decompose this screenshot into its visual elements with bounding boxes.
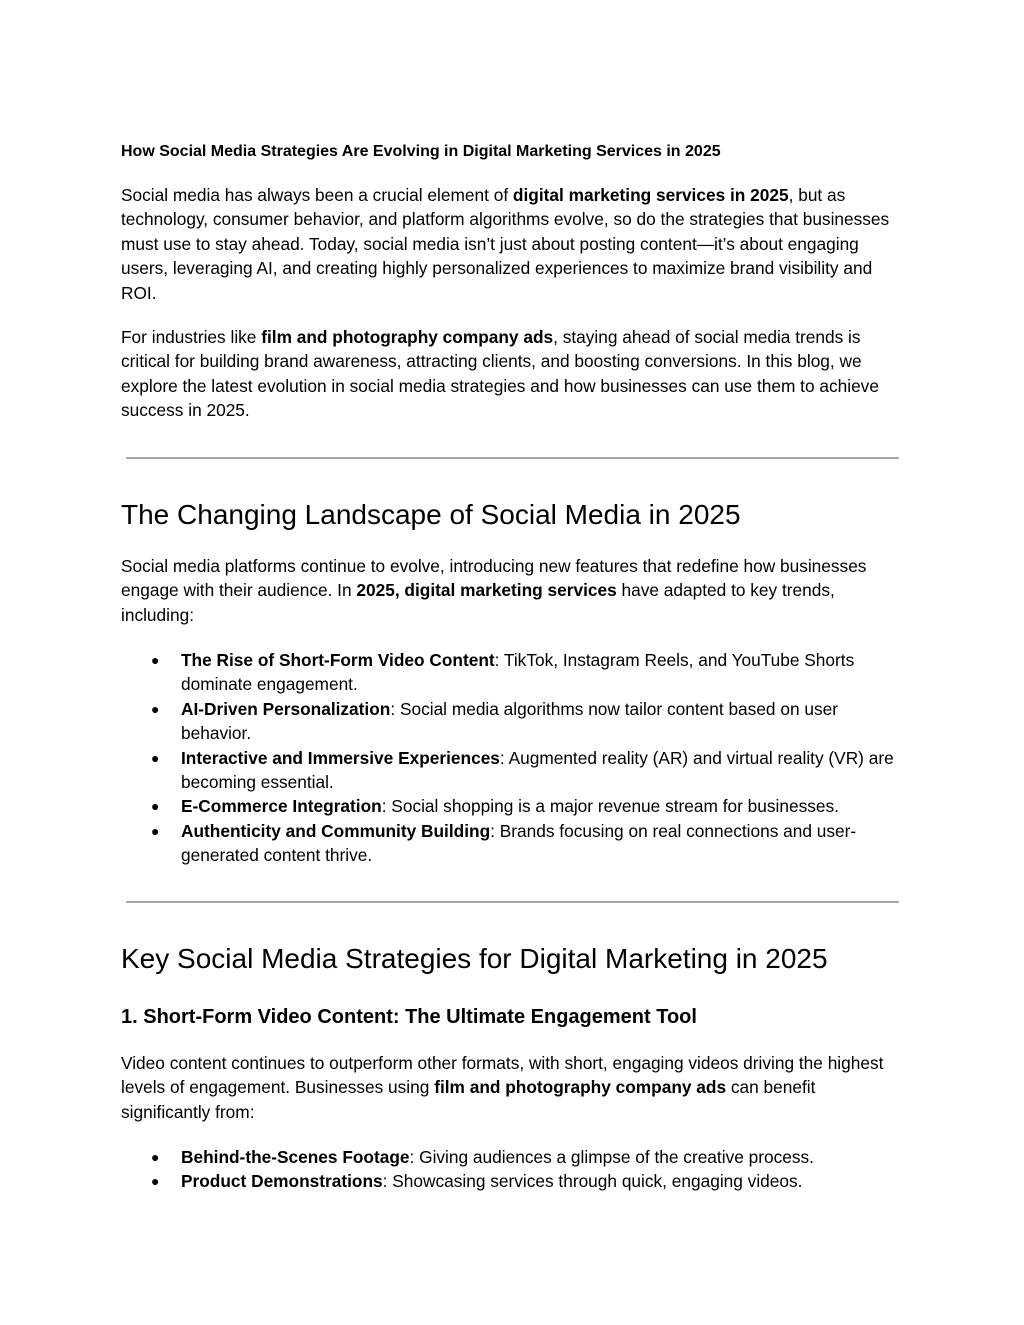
list-item	[121, 1145, 903, 1169]
text: : Augmented reality (AR) and virtual reality (VR) are becoming essential.	[181, 747, 894, 793]
text: : TikTok, Instagram Reels, and YouTube Shorts dominate engagement.	[181, 650, 855, 695]
video-benefits-list	[121, 1145, 903, 1194]
bullet-icon: ●	[151, 798, 160, 815]
text: Social media platforms continue to evolve, introducing new features that redefine how businesses engage with their audience. In	[121, 556, 867, 601]
bullet-icon: ●	[151, 1173, 160, 1190]
text: : Giving audiences a glimpse of the creative process.	[409, 1147, 814, 1167]
landscape-paragraph	[121, 554, 903, 627]
text: , but as technology, consumer behavior, and platform algorithms evolve, so do the strategies that businesses must use to stay ahead. Today, social media isn’t just about posting content—it’s about engaging users, leveraging AI, and creating highly personalized experiences to maximize brand visibility and ROI.	[121, 185, 890, 303]
list-item	[121, 697, 903, 746]
bold-phrase: film and photography company ads	[434, 1077, 727, 1098]
bullet-icon: ●	[151, 822, 160, 839]
text: , staying ahead of social media trends is critical for building brand awareness, attracting clients, and boosting conversions. In this blog, we explore the latest evolution in social media strategies and how businesses can use them to achieve success in 2025.	[121, 327, 879, 421]
list-item	[121, 794, 903, 818]
bold-phrase: The Rise of Short-Form Video Content	[181, 650, 495, 670]
bullet-icon: ●	[151, 700, 160, 717]
subsection-heading-short-form-video: 1. Short-Form Video Content: The Ultimate Engagement Tool	[121, 1006, 697, 1028]
bold-phrase: E-Commerce Integration	[181, 796, 382, 817]
text: : Showcasing services through quick, engaging videos.	[382, 1171, 803, 1192]
bullet-icon: ●	[151, 652, 160, 668]
list-item	[121, 746, 903, 795]
bold-phrase: film and photography company ads	[261, 327, 554, 347]
intro-paragraph-1	[121, 183, 903, 305]
section-heading-strategies: Key Social Media Strategies for Digital Marketing in 2025	[121, 943, 828, 974]
document-title: How Social Media Strategies Are Evolving in Digital Marketing Services in 2025	[121, 143, 721, 160]
bullet-icon: ●	[151, 1149, 160, 1165]
short-form-video-paragraph	[121, 1051, 903, 1124]
horizontal-rule	[126, 457, 899, 459]
horizontal-rule	[126, 901, 899, 903]
text: For industries like	[121, 327, 262, 347]
list-item	[121, 819, 903, 868]
bold-phrase: Product Demonstrations	[181, 1171, 383, 1192]
bold-phrase: Behind-the-Scenes Footage	[181, 1147, 410, 1167]
list-item	[121, 1169, 903, 1193]
bullet-icon: ●	[151, 749, 160, 766]
intro-paragraph-2	[121, 325, 903, 423]
trends-list	[121, 648, 903, 868]
text: have adapted to key trends, including:	[121, 580, 835, 625]
bold-phrase: 2025, digital marketing services	[356, 580, 617, 601]
text: Social media has always been a crucial element of	[121, 185, 513, 205]
text: : Brands focusing on real connections and user-generated content thrive.	[181, 820, 857, 866]
text: Video content continues to outperform other formats, with short, engaging videos driving the highest levels of engagement. Businesses using	[121, 1053, 884, 1098]
bold-phrase: AI-Driven Personalization	[181, 698, 391, 719]
text: : Social media algorithms now tailor content based on user behavior.	[181, 698, 838, 744]
bold-phrase: Authenticity and Community Building	[181, 820, 491, 841]
bold-phrase: digital marketing services in 2025	[512, 185, 789, 205]
text: : Social shopping is a major revenue stream for businesses.	[381, 796, 839, 817]
text: can benefit significantly from:	[121, 1077, 816, 1122]
bold-phrase: Interactive and Immersive Experiences	[181, 747, 500, 768]
section-heading-landscape: The Changing Landscape of Social Media in 2025	[121, 499, 741, 530]
list-item	[121, 648, 903, 697]
